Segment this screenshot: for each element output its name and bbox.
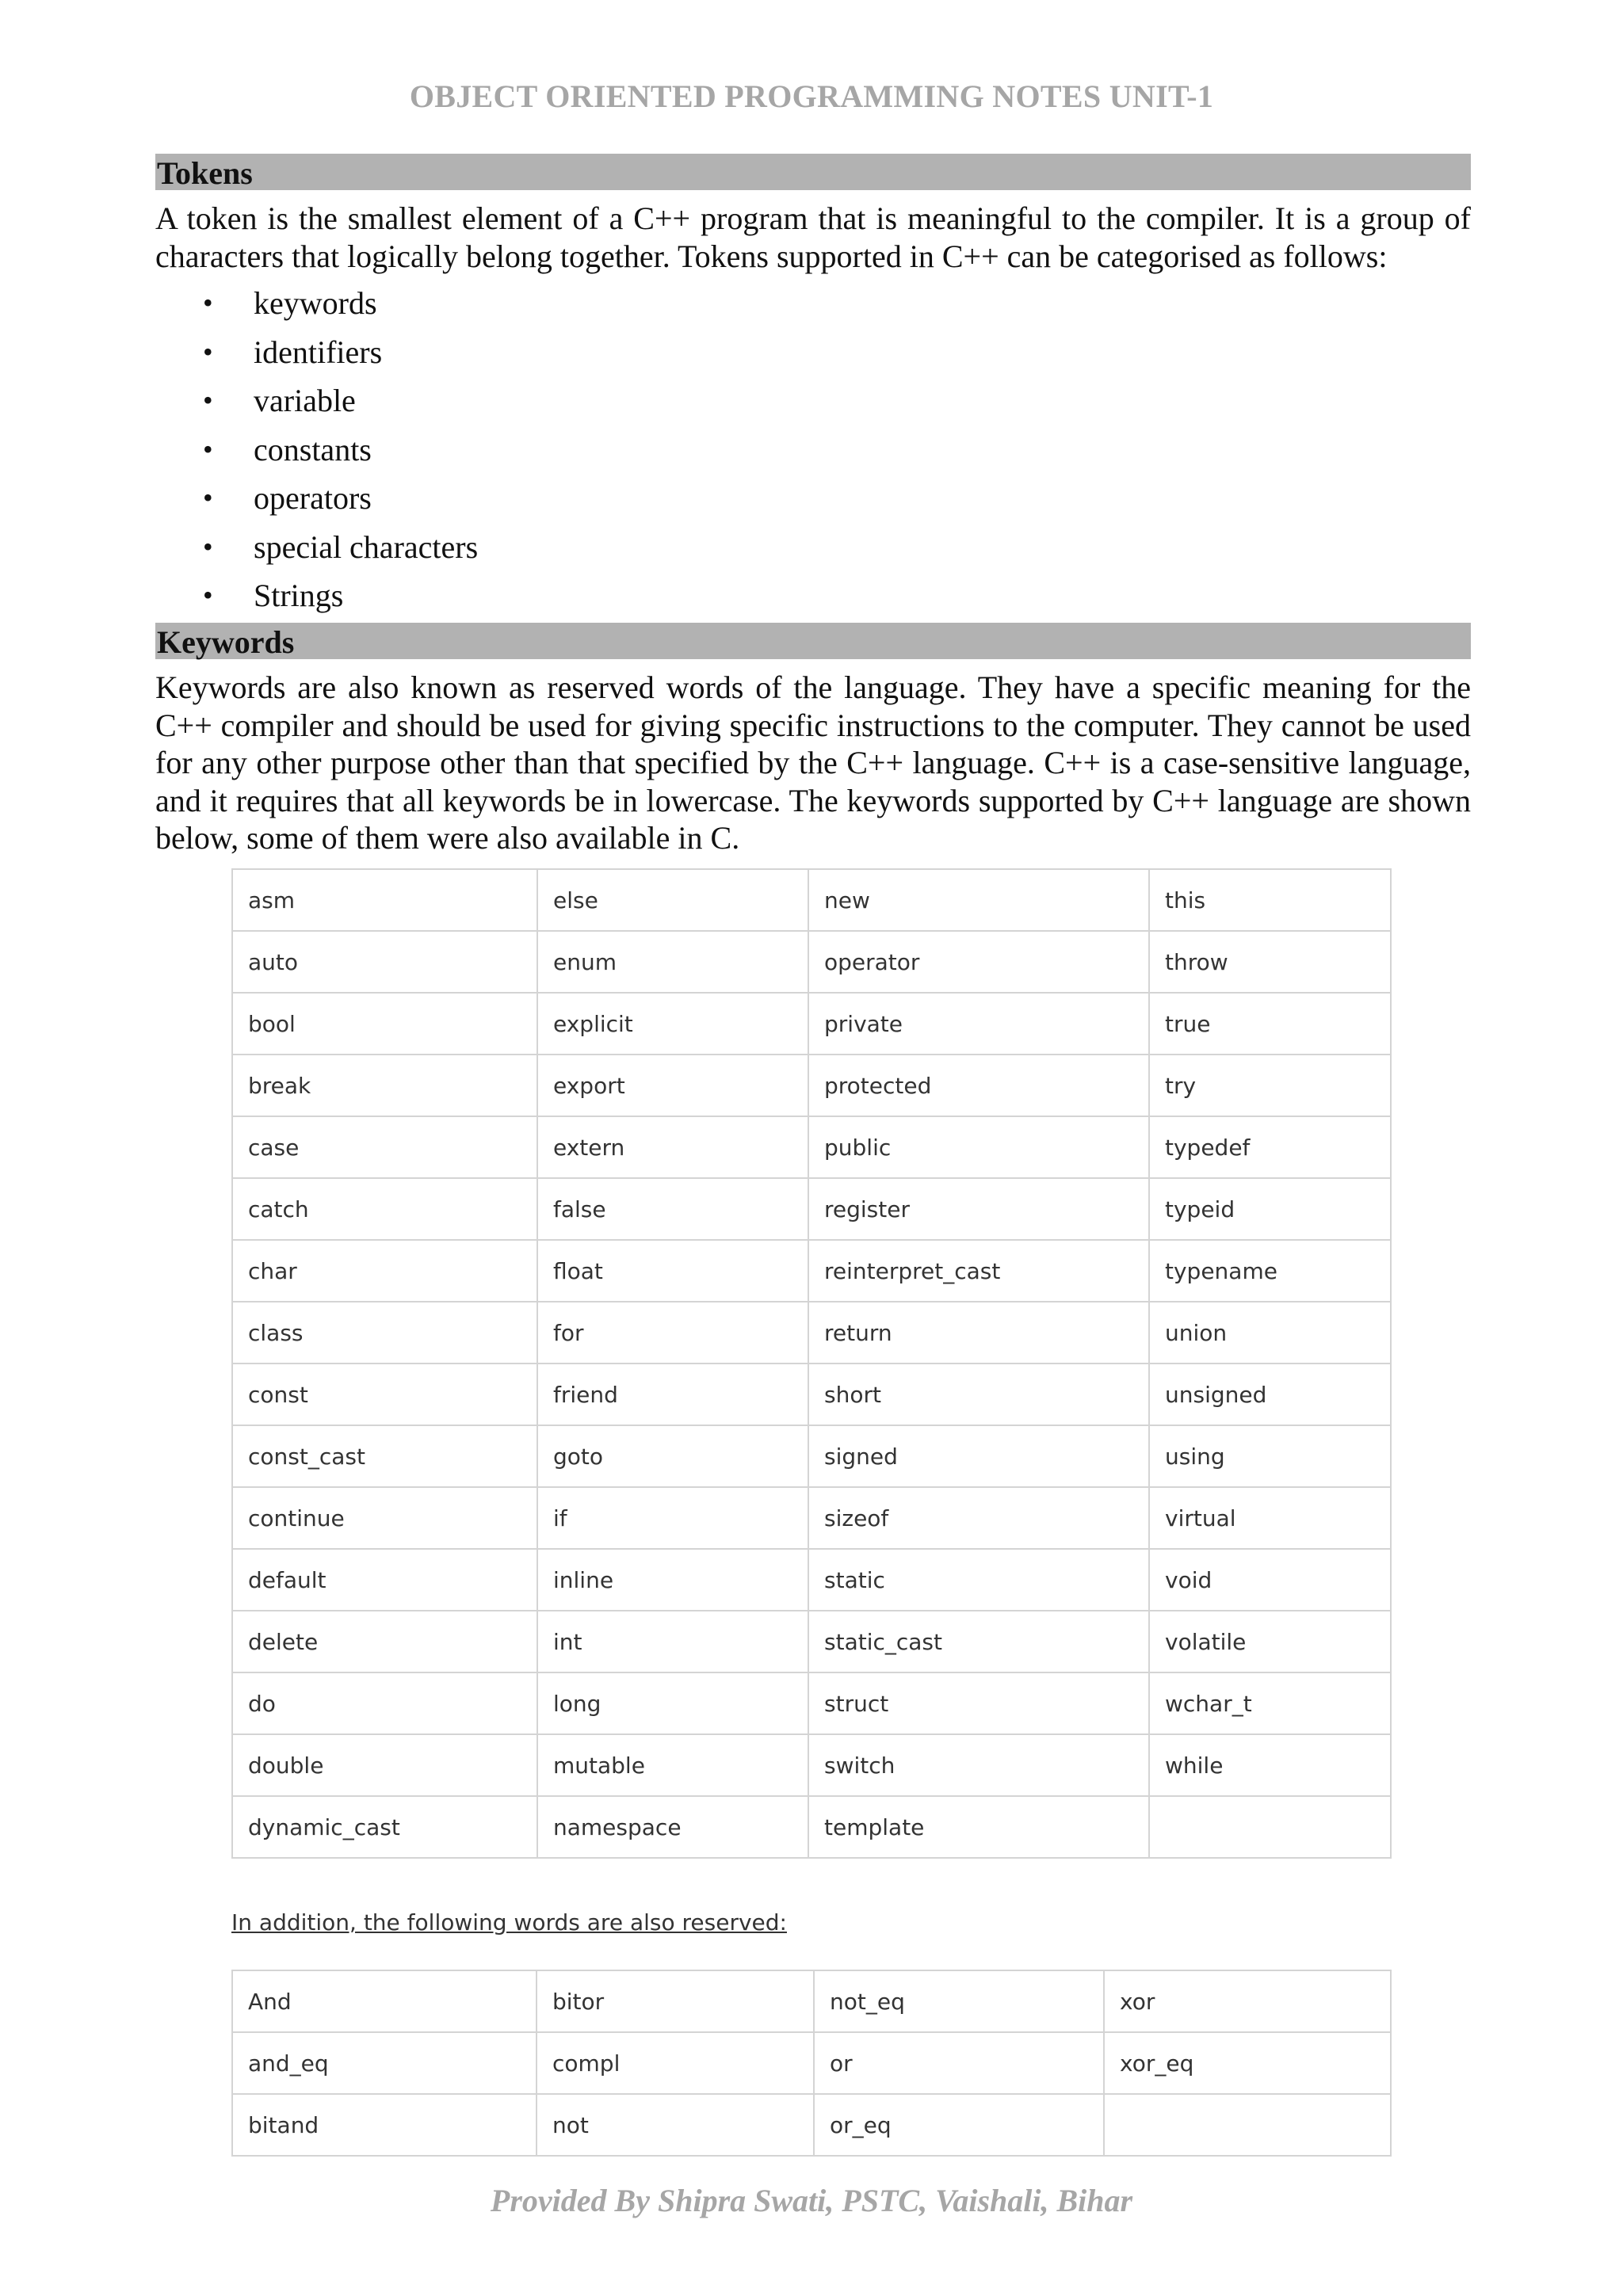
table-cell: float [537, 1240, 808, 1302]
table-cell: this [1149, 869, 1391, 931]
table-cell: break [232, 1055, 537, 1116]
table-cell: operator [808, 931, 1149, 993]
table-cell: extern [537, 1116, 808, 1178]
table-cell: try [1149, 1055, 1391, 1116]
table-row [232, 1055, 1391, 1116]
table-cell: typedef [1149, 1116, 1391, 1178]
table-cell: public [808, 1116, 1149, 1178]
table-cell: typeid [1149, 1178, 1391, 1240]
table-row [232, 1549, 1391, 1611]
table-row [232, 1611, 1391, 1672]
table-cell: if [537, 1487, 808, 1549]
reserved-words-table [231, 1970, 1392, 2157]
table-cell: goto [537, 1425, 808, 1487]
table-cell: signed [808, 1425, 1149, 1487]
table-row [232, 1178, 1391, 1240]
list-item-text: variable [254, 383, 356, 418]
table-cell [1149, 1796, 1391, 1858]
table-cell: unsigned [1149, 1363, 1391, 1425]
table-cell: static_cast [808, 1611, 1149, 1672]
section-heading-keywords: Keywords [155, 623, 1471, 659]
table-cell: double [232, 1734, 537, 1796]
table-cell: xor_eq [1104, 2032, 1391, 2094]
table-cell: for [537, 1302, 808, 1363]
page-header: OBJECT ORIENTED PROGRAMMING NOTES UNIT-1 [409, 78, 1214, 114]
bullet-icon: • [203, 433, 213, 465]
table-cell: case [232, 1116, 537, 1178]
table-cell: auto [232, 931, 537, 993]
bullet-icon: • [203, 530, 213, 563]
table-cell: short [808, 1363, 1149, 1425]
table-cell: protected [808, 1055, 1149, 1116]
table-cell: and_eq [232, 2032, 537, 2094]
tokens-paragraph: A token is the smallest element of a C++ program that is meaningful to the compiler. It is a group of characters that logically belong together. Tokens supported in C++ can be categorised as follows: [155, 200, 1471, 274]
list-item-text: operators [254, 480, 372, 516]
bullet-icon: • [203, 482, 213, 513]
table-cell: private [808, 993, 1149, 1055]
table-cell: struct [808, 1672, 1149, 1734]
table-cell: static [808, 1549, 1149, 1611]
table-cell: false [537, 1178, 808, 1240]
table-cell: true [1149, 993, 1391, 1055]
table-row [232, 1363, 1391, 1425]
table-cell: union [1149, 1302, 1391, 1363]
table-cell: volatile [1149, 1611, 1391, 1672]
table-cell: const [232, 1363, 537, 1425]
table-cell: return [808, 1302, 1149, 1363]
table-cell: template [808, 1796, 1149, 1858]
table-row [232, 1487, 1391, 1549]
table-cell: reinterpret_cast [808, 1240, 1149, 1302]
page-footer: Provided By Shipra Swati, PSTC, Vaishali, Bihar [490, 2183, 1133, 2218]
table-cell: void [1149, 1549, 1391, 1611]
table-cell: typename [1149, 1240, 1391, 1302]
table-cell: not_eq [814, 1970, 1104, 2032]
table-cell: namespace [537, 1796, 808, 1858]
list-item-text: keywords [254, 285, 377, 321]
table-row [232, 869, 1391, 931]
table-cell: else [537, 869, 808, 931]
keyword-table [231, 868, 1392, 1859]
table-row [232, 2032, 1391, 2094]
table-cell: const_cast [232, 1425, 537, 1487]
table-cell: while [1149, 1734, 1391, 1796]
table-row [232, 931, 1391, 993]
keywords-paragraph: Keywords are also known as reserved words of the language. They have a specific meaning for the C++ compiler and should be used for giving specific instructions to the computer. They cannot be used for any other purpose other than that specified by the C++ language. C++ is a case-sensitive language, and it requires that all keywords be in lowercase. The keywords supported by C++ language are shown below, some of them were also available in C. [155, 669, 1471, 856]
table-row [232, 1116, 1391, 1178]
table-cell: bitand [232, 2094, 537, 2156]
list-item-text: Strings [254, 578, 344, 613]
table-cell: bool [232, 993, 537, 1055]
table-cell: do [232, 1672, 537, 1734]
table-cell: mutable [537, 1734, 808, 1796]
table-row [232, 1240, 1391, 1302]
table-cell: delete [232, 1611, 537, 1672]
table-cell: switch [808, 1734, 1149, 1796]
table-cell: long [537, 1672, 808, 1734]
table-row [232, 993, 1391, 1055]
table-cell: not [537, 2094, 814, 2156]
table-cell: or [814, 2032, 1104, 2094]
list-item-text: identifiers [254, 334, 383, 370]
table-cell: continue [232, 1487, 537, 1549]
bullet-icon: • [203, 287, 213, 318]
table-cell: virtual [1149, 1487, 1391, 1549]
list-item-text: special characters [254, 528, 479, 565]
table-cell: xor [1104, 1970, 1391, 2032]
table-row [232, 1734, 1391, 1796]
table-row [232, 1302, 1391, 1363]
table-cell: asm [232, 869, 537, 931]
table-cell: export [537, 1055, 808, 1116]
bullet-icon: • [203, 579, 213, 611]
table-cell: wchar_t [1149, 1672, 1391, 1734]
table-cell: explicit [537, 993, 808, 1055]
table-cell: catch [232, 1178, 537, 1240]
table-row [232, 1425, 1391, 1487]
table-cell: compl [537, 2032, 814, 2094]
table-cell: inline [537, 1549, 808, 1611]
table-cell [1104, 2094, 1391, 2156]
table-cell: class [232, 1302, 537, 1363]
table-cell: dynamic_cast [232, 1796, 537, 1858]
table-cell: sizeof [808, 1487, 1149, 1549]
bullet-icon: • [203, 384, 213, 416]
reserved-words-note: In addition, the following words are also reserved: [231, 1909, 787, 1936]
table-cell: default [232, 1549, 537, 1611]
table-cell: or_eq [814, 2094, 1104, 2156]
table-cell: char [232, 1240, 537, 1302]
table-cell: using [1149, 1425, 1391, 1487]
table-cell: bitor [537, 1970, 814, 2032]
table-row [232, 2094, 1391, 2156]
list-item-text: constants [254, 431, 372, 467]
table-row [232, 1970, 1391, 2032]
table-row [232, 1672, 1391, 1734]
table-cutoff [231, 2162, 1390, 2164]
table-cell: friend [537, 1363, 808, 1425]
table-cell: And [232, 1970, 537, 2032]
bullet-icon: • [203, 335, 213, 368]
table-row [232, 1796, 1391, 1858]
table-cell: register [808, 1178, 1149, 1240]
table-cell: enum [537, 931, 808, 993]
table-cell: int [537, 1611, 808, 1672]
table-cell: new [808, 869, 1149, 931]
section-heading-tokens: Tokens [155, 154, 1471, 190]
table-cell: throw [1149, 931, 1391, 993]
